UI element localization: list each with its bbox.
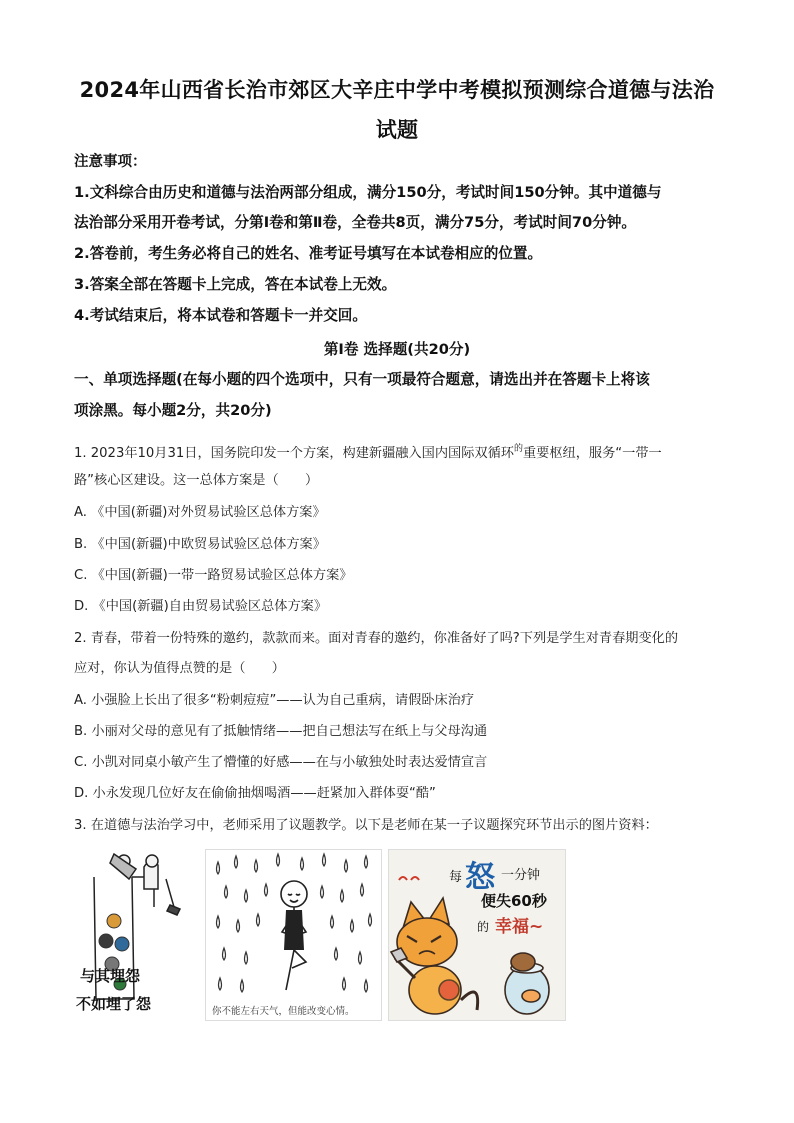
figure-bury-complaints [74, 849, 196, 1019]
note-1-line-2: 法治部分采用开卷考试，分第Ⅰ卷和第Ⅱ卷，全卷共8页，满分75分，考试时间70分钟。 [74, 214, 637, 231]
question-1-option-c: C. 《中国(新疆)一带一路贸易试验区总体方案》 [74, 568, 353, 583]
figure-3-caption-5: 幸福~ [495, 917, 544, 937]
figure-2-caption: 你不能左右天气，但能改变心情。 [212, 1006, 355, 1017]
figure-3-caption-3: 便失60秒 [481, 892, 547, 910]
figure-3-caption-1: 每 [449, 870, 463, 885]
figure-weather-mood [205, 849, 382, 1021]
figure-1-caption-line-1: 与其埋怨 [80, 967, 141, 985]
page-title: 2024年山西省长治市郊区大辛庄中学中考模拟预测综合道德与法治试题 [79, 78, 715, 142]
question-2-line-1: 2. 青春，带着一份特殊的邀约，款款而来。面对青春的邀约，你准备好了吗?下列是学生对青春期变化的 [74, 631, 679, 646]
section-heading-line-2: 项涂黑。每小题2分，共20分) [74, 402, 272, 419]
question-2-option-d: D. 小永发现几位好友在偷偷抽烟喝酒——赶紧加入群体耍“酷” [74, 786, 436, 801]
question-2-line-2: 应对，你认为值得点赞的是（ ） [74, 661, 285, 676]
note-1-line-1: 1.文科综合由历史和道德与法治两部分组成，满分150分，考试时间150分钟。其中道德与 [74, 184, 662, 201]
note-3: 3.答案全部在答题卡上完成，答在本试卷上无效。 [74, 276, 397, 293]
part-title: 第Ⅰ卷 选择题(共20分) [323, 341, 471, 358]
rain-meditation-illustration [206, 850, 381, 1000]
figure-1-caption-line-2: 不如埋了怨 [76, 995, 152, 1013]
question-1-text-a: 1. 2023年10月31日，国务院印发一个方案，构建新疆融入国内国际双循环 [74, 446, 514, 461]
question-2-option-c: C. 小凯对同桌小敏产生了懵懂的好感——在与小敏独处时表达爱情宣言 [74, 755, 488, 770]
question-1-option-b: B. 《中国(新疆)中欧贸易试验区总体方案》 [74, 537, 326, 552]
figure-3-caption-big: 怒 [465, 860, 495, 895]
question-1-option-d: D. 《中国(新疆)自由贸易试验区总体方案》 [74, 599, 328, 614]
question-1-line-1 [74, 439, 724, 464]
notes-heading: 注意事项： [74, 154, 147, 170]
question-1-text-b: 重要枢纽，服务“一带一 [522, 446, 662, 461]
question-2-option-b: B. 小丽对父母的意见有了抵触情绪——把自己想法写在纸上与父母沟通 [74, 724, 488, 739]
question-1-superscript: 的 [513, 444, 523, 454]
question-3-line-1: 3. 在道德与法治学习中，老师采用了议题教学。以下是老师在某一子议题探究环节出示的图片资料： [74, 818, 658, 833]
question-1-line-2: 路”核心区建设。这一总体方案是（ ） [74, 473, 319, 488]
section-heading-line-1: 一、单项选择题(在每小题的四个选项中，只有一项最符合题意，请选出并在答题卡上将该 [74, 371, 650, 388]
note-4: 4.考试结束后，将本试卷和答题卡一并交回。 [74, 307, 367, 324]
figure-angry-cat [388, 849, 566, 1021]
figure-3-caption-2: 一分钟 [501, 868, 541, 883]
angry-cat-illustration [389, 850, 565, 1020]
figure-3-caption-4: 的 [477, 920, 490, 934]
question-1-option-a: A. 《中国(新疆)对外贸易试验区总体方案》 [74, 505, 326, 520]
note-2: 2.答卷前，考生务必将自己的姓名、准考证号填写在本试卷相应的位置。 [74, 245, 543, 262]
question-2-option-a: A. 小强脸上长出了很多“粉刺痘痘”——认为自己重病，请假卧床治疗 [74, 693, 475, 708]
